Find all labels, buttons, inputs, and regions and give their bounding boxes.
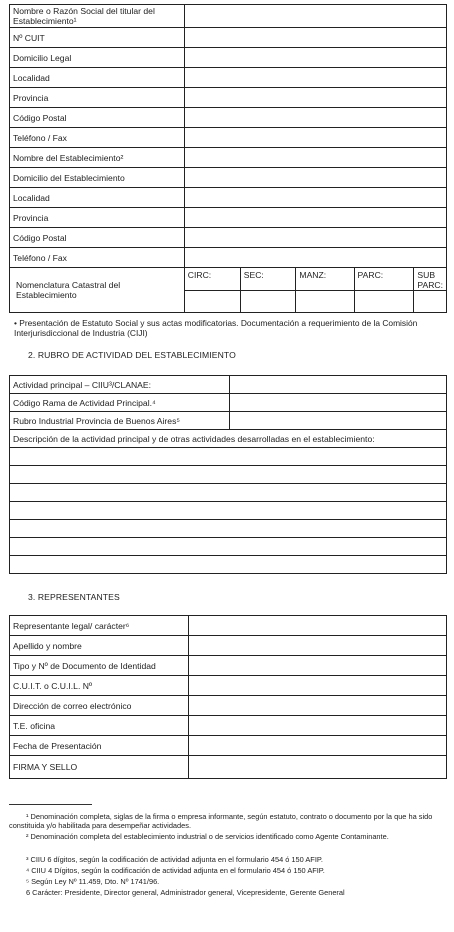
catastral-header-row [10,268,447,291]
footnote-4 [9,866,447,875]
statute-note: • Presentación de Estatuto Social y sus actas modificatorias. Documentación a requerimiento de la Comisión Interjurisdiccional de Industria (CIJI) [14,318,418,338]
field-value-cell[interactable] [189,736,447,756]
activity-table [9,375,447,574]
table-row [10,656,447,676]
field-label: C.U.I.T. o C.U.I.L. Nº [10,676,189,696]
footnote-3 [9,855,447,864]
field-value-cell[interactable] [184,208,446,228]
description-label: Descripción de la actividad principal y de otras actividades desarrolladas en el establecimiento: [10,430,447,448]
table-row [10,248,447,268]
table-row [10,128,447,148]
field-label: Dirección de correo electrónico [10,696,189,716]
footnote-text: ⁵ Según Ley Nº 11.459, Dto. Nº 1741/96. [26,877,160,886]
field-label: Provincia [10,88,185,108]
table-row [10,736,447,756]
catastral-parc-value[interactable] [354,291,414,313]
field-label: Nº CUIT [10,28,185,48]
footnote-text: ⁴ CIIU 4 Dígitos, según la codificación de actividad adjunta en el formulario 454 ó 150 AFIP. [26,866,325,875]
description-line-cell[interactable] [10,502,447,520]
description-line-cell[interactable] [10,520,447,538]
description-line-cell[interactable] [10,448,447,466]
table-row [10,228,447,248]
field-value-cell[interactable] [184,68,446,88]
field-value-cell[interactable] [189,696,447,716]
catastral-subparc-header: SUB PARC: [414,268,447,291]
field-value-cell[interactable] [184,168,446,188]
table-row [10,676,447,696]
footnote-1 [9,812,447,831]
footnote-text: 6 Carácter: Presidente, Director general, Administrador general, Vicepresidente, Gerente General [26,888,345,897]
table-row [10,148,447,168]
catastral-label: Nomenclatura Catastral del Establecimiento [10,268,185,313]
catastral-parc-header: PARC: [354,268,414,291]
catastral-circ-value[interactable] [184,291,240,313]
table-row [10,376,447,394]
field-label: Localidad [10,68,185,88]
table-row [10,716,447,736]
field-value-cell[interactable] [230,412,447,430]
description-line [10,466,447,484]
section-3-title: 3. REPRESENTANTES [28,592,120,602]
footnote-divider [9,804,92,805]
field-value-cell[interactable] [189,636,447,656]
signature-cell[interactable] [189,756,447,779]
description-line-cell[interactable] [10,538,447,556]
field-value-cell[interactable] [184,5,446,28]
field-label: Nombre o Razón Social del titular del Establecimiento¹ [10,5,185,28]
representatives-table [9,615,447,779]
description-line-cell[interactable] [10,484,447,502]
section-2-title: 2. RUBRO DE ACTIVIDAD DEL ESTABLECIMIENTO [28,350,236,360]
field-label: Actividad principal – CIIU³/CLANAE: [10,376,230,394]
footnote-text: ² Denominación completa del establecimiento industrial o de servicios identificado como Agente Contaminante. [26,832,389,841]
field-label: Representante legal/ carácter⁶ [10,616,189,636]
description-line-cell[interactable] [10,466,447,484]
description-line [10,448,447,466]
description-line [10,538,447,556]
footnote-2 [9,832,447,841]
field-label: Fecha de Presentación [10,736,189,756]
table-row [10,48,447,68]
table-row [10,108,447,128]
table-row [10,616,447,636]
establishment-data-table [9,4,447,313]
description-line [10,520,447,538]
table-row [10,412,447,430]
table-row [10,28,447,48]
table-row [10,5,447,28]
catastral-circ-header: CIRC: [184,268,240,291]
field-label: Tipo y Nº de Documento de Identidad [10,656,189,676]
field-value-cell[interactable] [184,188,446,208]
description-line-cell[interactable] [10,556,447,574]
description-line [10,502,447,520]
footnote-text: ¹ Denominación completa, siglas de la firma o empresa informante, según estatuto, contrato o documento por la que ha sido constituida y/o habilitada para desempeñar actividades. [9,812,433,831]
field-value-cell[interactable] [184,248,446,268]
field-label: Apellido y nombre [10,636,189,656]
field-label: Rubro Industrial Provincia de Buenos Aires⁵ [10,412,230,430]
table-row [10,68,447,88]
catastral-manz-value[interactable] [296,291,354,313]
field-value-cell[interactable] [189,656,447,676]
table-row [10,696,447,716]
footnote-6 [9,888,447,897]
field-label: Código Rama de Actividad Principal.⁴ [10,394,230,412]
field-value-cell[interactable] [189,616,447,636]
field-label: Teléfono / Fax [10,128,185,148]
field-value-cell[interactable] [184,128,446,148]
footnote-5 [9,877,447,886]
field-label: Domicilio Legal [10,48,185,68]
catastral-subparc-value[interactable] [414,291,447,313]
field-value-cell[interactable] [189,716,447,736]
field-value-cell[interactable] [230,394,447,412]
table-row [10,394,447,412]
field-value-cell[interactable] [184,228,446,248]
field-value-cell[interactable] [184,148,446,168]
signature-label: FIRMA Y SELLO [10,756,189,779]
field-value-cell[interactable] [189,676,447,696]
field-label: Código Postal [10,228,185,248]
field-value-cell[interactable] [184,28,446,48]
table-row [10,188,447,208]
table-row [10,88,447,108]
field-label: Teléfono / Fax [10,248,185,268]
field-label: T.E. oficina [10,716,189,736]
footnote-text: ³ CIIU 6 dígitos, según la codificación de actividad adjunta en el formulario 454 ó 150 AFIP. [26,855,323,864]
catastral-sec-value[interactable] [240,291,296,313]
description-line [10,484,447,502]
field-value-cell[interactable] [184,108,446,128]
field-value-cell[interactable] [184,48,446,68]
table-row [10,756,447,779]
table-row [10,636,447,656]
catastral-manz-header: MANZ: [296,268,354,291]
catastral-sec-header: SEC: [240,268,296,291]
field-value-cell[interactable] [184,88,446,108]
field-label: Localidad [10,188,185,208]
table-row [10,430,447,448]
table-row [10,208,447,228]
field-label: Nombre del Establecimiento² [10,148,185,168]
table-row [10,168,447,188]
field-label: Código Postal [10,108,185,128]
field-label: Provincia [10,208,185,228]
field-label: Domicilio del Establecimiento [10,168,185,188]
field-value-cell[interactable] [230,376,447,394]
description-line [10,556,447,574]
